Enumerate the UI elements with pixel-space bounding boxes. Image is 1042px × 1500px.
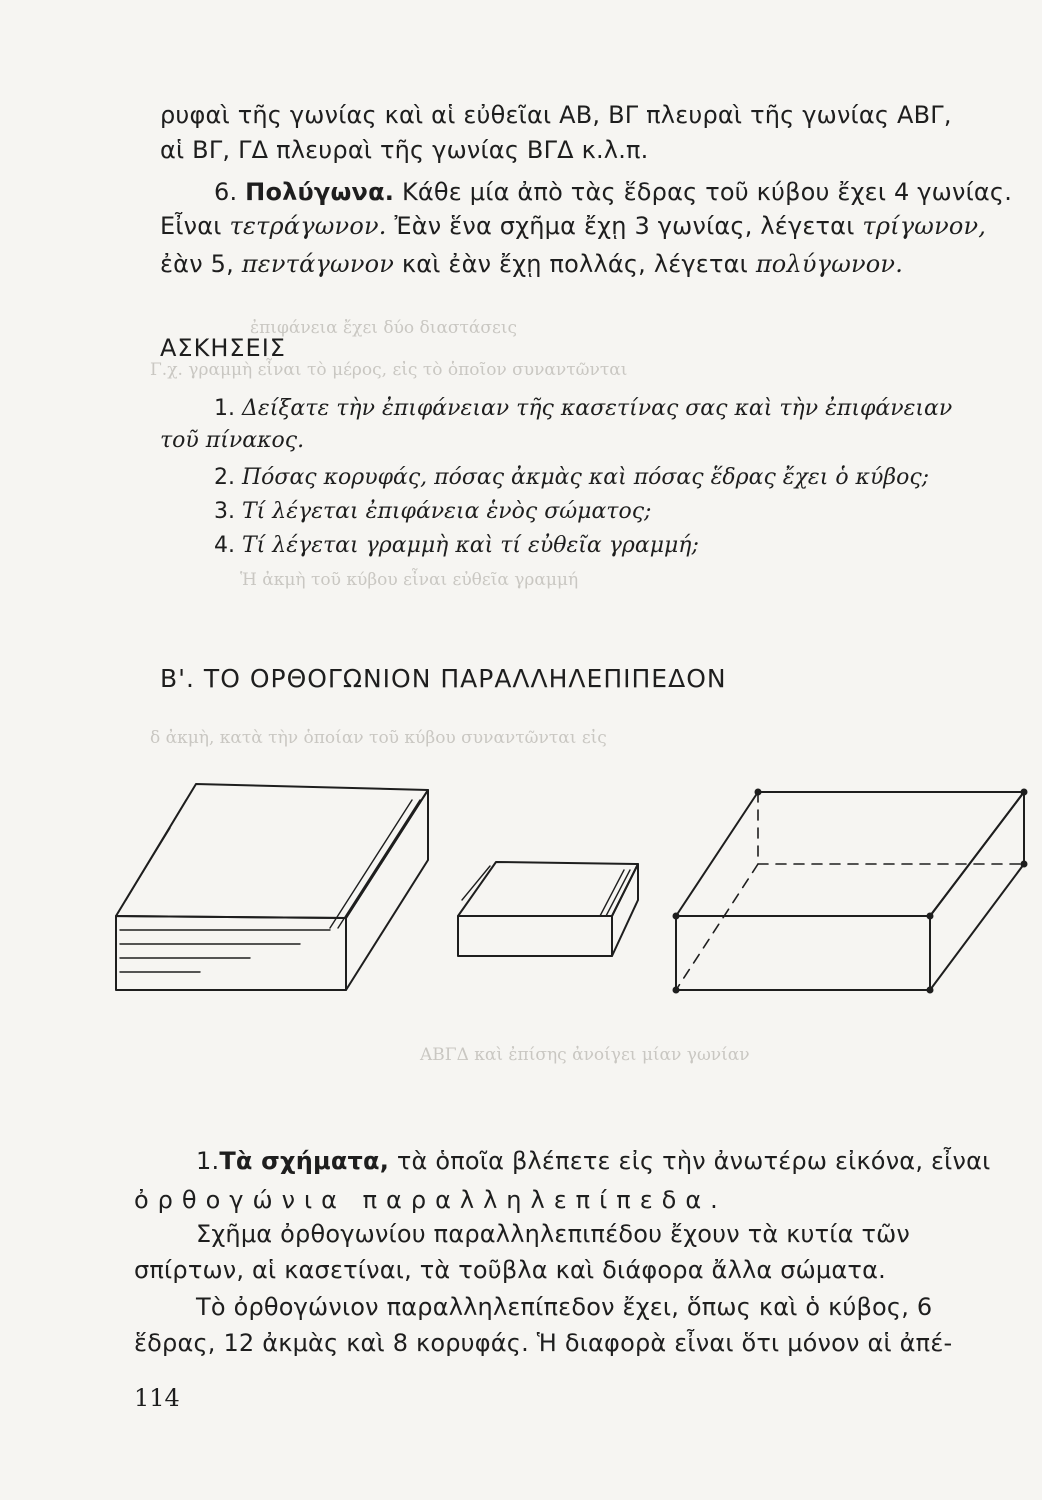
exercises-heading: ΑΣΚΗΣΕΙΣ xyxy=(160,334,286,362)
bleed-through-text: δ ἀκμὴ, κατὰ τὴν ὁποίαν τοῦ κύβου συναντῶνται εἰς xyxy=(150,728,607,748)
bleed-through-text: ΑΒΓΔ καὶ ἐπίσης ἀνοίγει μίαν γωνίαν xyxy=(420,1045,750,1065)
bleed-through-text: ἐπιφάνεια ἔχει δύο διαστάσεις xyxy=(250,318,518,338)
exercise-item: 3. Τί λέγεται ἐπιφάνεια ἑνὸς σώματος; xyxy=(214,499,652,524)
polygon-paragraph-start: 6. Πολύγωνα. Κάθε μία ἀπὸ τὰς ἕδρας τοῦ κύβου ἔχει 4 γωνίας. xyxy=(214,178,1013,206)
exercise-item: 1. Δείξατε τὴν ἐπιφάνειαν τῆς κασετίνας σας καὶ τὴν ἐπιφάνειαν xyxy=(214,396,953,421)
term-polygon: πολύγωνον. xyxy=(755,250,904,278)
page-number: 114 xyxy=(134,1384,180,1412)
exercise-item: 4. Τί λέγεται γραμμὴ καὶ τί εὐθεῖα γραμμή; xyxy=(214,533,699,558)
term-square: τετράγωνον. xyxy=(229,212,387,240)
term-triangle: τρίγωνον, xyxy=(862,212,987,240)
term-shapes: Τὰ σχήματα, xyxy=(219,1147,390,1175)
term-polygons: Πολύγωνα. xyxy=(245,178,395,206)
text-line-spaced: ὀρθογώνια παραλληλεπίπεδα. xyxy=(134,1186,727,1214)
exercise-item-continuation: τοῦ πίνακος. xyxy=(160,428,305,453)
box-wireframe xyxy=(673,789,1028,994)
text-line: 1.Τὰ σχήματα, τὰ ὁποῖα βλέπετε εἰς τὴν ἀνωτέρω εἰκόνα, εἶναι xyxy=(196,1147,991,1175)
text-line: ἐὰν 5, πεντάγωνον καὶ ἐὰν ἔχῃ πολλάς, λέγεται πολύγωνον. xyxy=(160,250,904,278)
text-line: ρυφαὶ τῆς γωνίας καὶ αἱ εὐθεῖαι ΑΒ, ΒΓ πλευραὶ τῆς γωνίας ΑΒΓ, xyxy=(160,101,952,129)
term-pentagon: πεντάγωνον xyxy=(241,250,395,278)
bleed-through-text: Γ.χ. γραμμὴ εἶναι τὸ μέρος, εἰς τὸ ὁποῖον συναντῶνται xyxy=(150,360,628,380)
text-line: Τὸ ὀρθογώνιον παραλληλεπίπεδον ἔχει, ὅπως καὶ ὁ κύβος, 6 xyxy=(196,1293,933,1321)
text-line: Σχῆμα ὀρθογωνίου παραλληλεπιπέδου ἔχουν τὰ κυτία τῶν xyxy=(196,1220,911,1248)
section-heading: Β'. ΤΟ ΟΡΘΟΓΩΝΙΟΝ ΠΑΡΑΛΛΗΛΕΠΙΠΕΔΟΝ xyxy=(160,664,727,693)
exercise-item: 2. Πόσας κορυφάς, πόσας ἀκμὰς καὶ πόσας ἕδρας ἔχει ὁ κύβος; xyxy=(214,465,930,490)
text-line: σπίρτων, αἱ κασετίναι, τὰ τοῦβλα καὶ διάφορα ἄλλα σώματα. xyxy=(134,1256,886,1284)
text-line: αἱ ΒΓ, ΓΔ πλευραὶ τῆς γωνίας ΒΓΔ κ.λ.π. xyxy=(160,136,649,164)
text-line: Εἶναι τετράγωνον. Ἐὰν ἕνα σχῆμα ἔχῃ 3 γωνίας, λέγεται τρίγωνον, xyxy=(160,212,987,240)
box-small xyxy=(458,862,638,956)
box-large xyxy=(116,784,428,990)
text-line: ἕδρας, 12 ἀκμὰς καὶ 8 κορυφάς. Ἡ διαφορὰ εἶναι ὅτι μόνον αἱ ἀπέ- xyxy=(134,1329,953,1357)
bleed-through-text: Ἡ ἀκμὴ τοῦ κύβου εἶναι εὐθεῖα γραμμή xyxy=(240,570,579,590)
